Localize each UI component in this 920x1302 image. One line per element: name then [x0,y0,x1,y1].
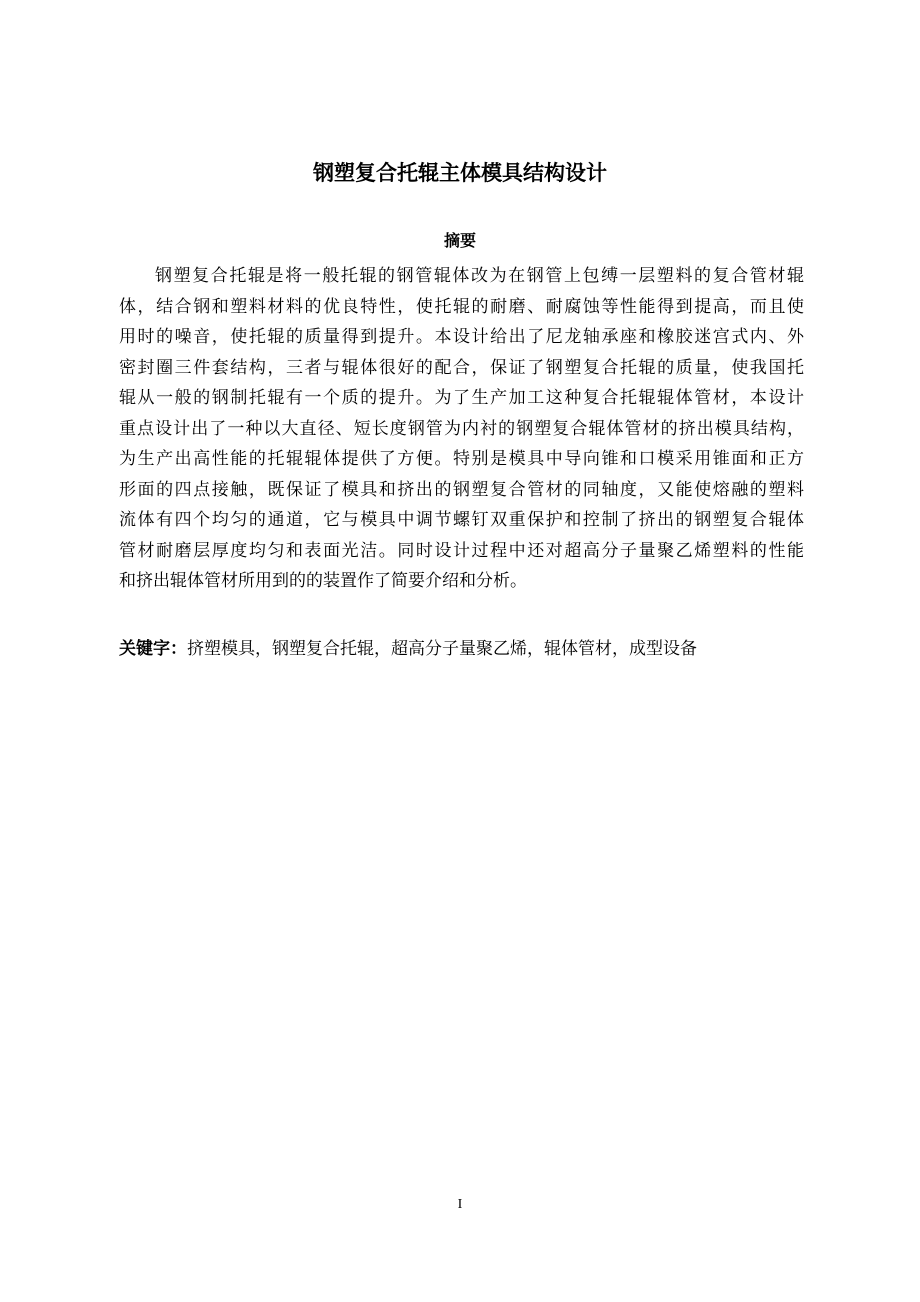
abstract-body [119,261,804,597]
keywords-text: 挤塑模具，钢塑复合托辊，超高分子量聚乙烯，辊体管材，成型设备 [187,639,697,659]
document-title: 钢塑复合托辊主体模具结构设计 [313,161,607,185]
abstract-line: 管材耐磨层厚度均匀和表面光洁。同时设计过程中还对超高分子量聚乙烯塑料的性能 [119,540,804,561]
abstract-line: 为生产出高性能的托辊辊体提供了方便。特别是模具中导向锥和口模采用锥面和正方 [119,449,804,469]
page-number: I [457,1197,463,1212]
abstract-line: 用时的噪音，使托辊的质量得到提升。本设计给出了尼龙轴承座和橡胶迷宫式内、外 [119,327,804,347]
abstract-line: 形面的四点接触，既保证了模具和挤出的钢塑复合管材的同轴度，又能使熔融的塑料 [119,479,804,500]
abstract-line: 和挤出辊体管材所用到的的装置作了简要介绍和分析。 [119,571,527,591]
abstract-line: 重点设计出了一种以大直径、短长度钢管为内衬的钢塑复合辊体管材的挤出模具结构， [119,418,804,439]
keywords-label: 关键字： [119,639,187,659]
abstract-line: 钢塑复合托辊是将一般托辊的钢管辊体改为在钢管上包缚一层塑料的复合管材辊 [155,266,804,286]
abstract-line: 密封圈三件套结构，三者与辊体很好的配合，保证了钢塑复合托辊的质量，使我国托 [119,357,804,378]
keywords [119,634,804,664]
abstract-line: 辊从一般的钢制托辊有一个质的提升。为了生产加工这种复合托辊辊体管材，本设计 [119,388,804,408]
abstract-line: 体，结合钢和塑料材料的优良特性，使托辊的耐磨、耐腐蚀等性能得到提高，而且使 [119,296,804,317]
abstract-line: 流体有四个均匀的通道，它与模具中调节螺钉双重保护和控制了挤出的钢塑复合辊体 [119,510,804,530]
abstract-heading: 摘要 [443,231,476,250]
